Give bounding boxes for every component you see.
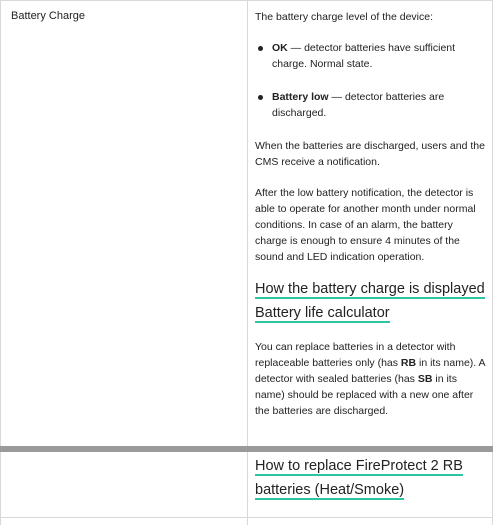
charge-level-list bbox=[255, 40, 485, 121]
row-separator bbox=[0, 446, 493, 452]
bullet-icon bbox=[258, 95, 263, 100]
table-border-top bbox=[0, 0, 493, 1]
bullet-icon bbox=[258, 46, 263, 51]
list-item: Battery low — detector batteries are discharged. bbox=[255, 89, 485, 121]
row-divider-bottom bbox=[0, 517, 493, 518]
description-cell bbox=[255, 9, 485, 419]
link-battery-charge-display[interactable]: How the battery charge is displayed bbox=[255, 281, 485, 297]
row-label: Battery Charge bbox=[11, 10, 85, 22]
low-battery-paragraph: After the low battery notification, the detector is able to operate for another month under normal conditions. In case of an alarm, the battery charge is enough to ensure 4 minutes of the sound and LED indication operation. bbox=[255, 187, 476, 263]
link-replace-batteries[interactable]: How to replace FireProtect 2 RB batteries (Heat/Smoke) bbox=[255, 458, 463, 498]
link-battery-life-calculator[interactable]: Battery life calculator bbox=[255, 305, 390, 321]
bottom-link-cell bbox=[255, 454, 475, 502]
replace-paragraph: You can replace batteries in a detector with replaceable batteries only (has RB in its name). A detector with sealed batteries (has SB in its name) should be replaced with a new one after the batteries are discharged. bbox=[255, 341, 485, 417]
links-block bbox=[255, 277, 485, 325]
intro-text: The battery charge level of the device: bbox=[255, 11, 434, 23]
notification-paragraph: When the batteries are discharged, users and the CMS receive a notification. bbox=[255, 140, 485, 168]
list-item: OK — detector batteries have sufficient charge. Normal state. bbox=[255, 40, 485, 72]
